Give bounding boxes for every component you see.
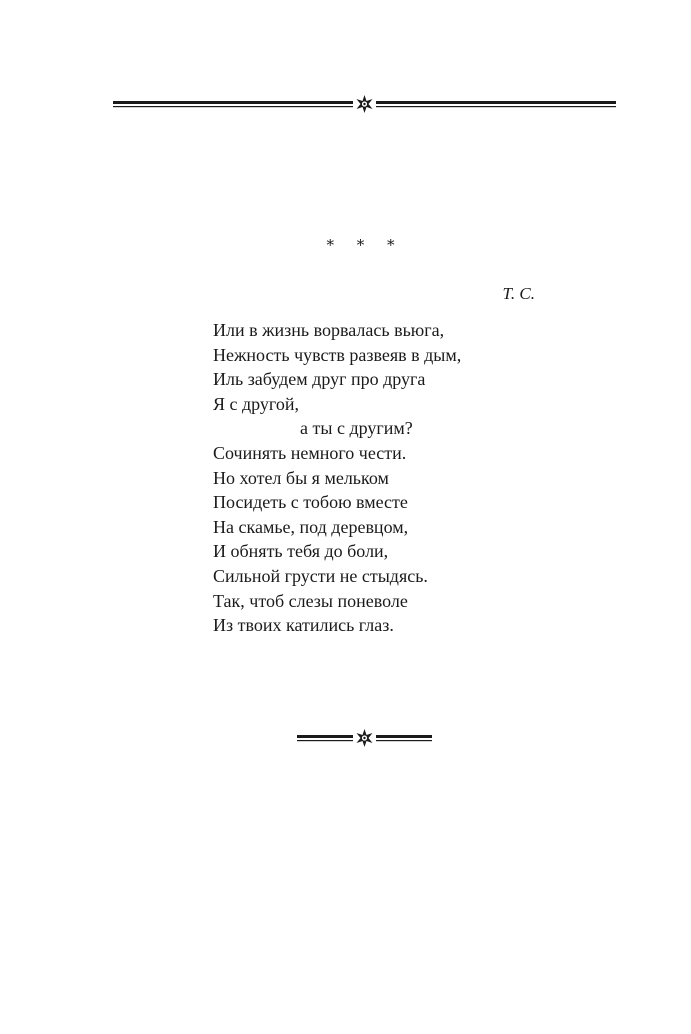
poem-line: Или в жизнь ворвалась вьюга, [213,320,445,340]
poem-line: На скамье, под деревцом, [213,516,409,537]
section-asterisks: * * * [326,236,404,254]
poem-line: Посидеть с тобою вместе [213,492,408,513]
poem-line: Но хотел бы я мельком [213,467,389,488]
poem-line: Из твоих катились глаз. [213,615,394,636]
poem-line: Я с другой, [213,393,299,414]
bottom-ornament-divider [297,728,432,750]
poem-line: а ты с другим? [300,418,413,439]
rule-with-star-icon [113,94,616,116]
poem-line: Так, чтоб слезы поневоле [213,590,408,611]
poem-line: Нежность чувств развеяв в дым, [213,344,462,365]
poem-line: Сочинять немного чести. [213,442,407,463]
poem-line: Иль забудем друг про друга [213,369,426,390]
top-ornament-divider [113,94,616,116]
poem-line: И обнять тебя до боли, [213,541,389,562]
rule-with-star-icon [297,728,432,750]
poem-body [213,318,573,638]
dedication-initials: Т. С. [502,284,535,303]
poem-line: Сильной грусти не стыдясь. [213,565,428,586]
